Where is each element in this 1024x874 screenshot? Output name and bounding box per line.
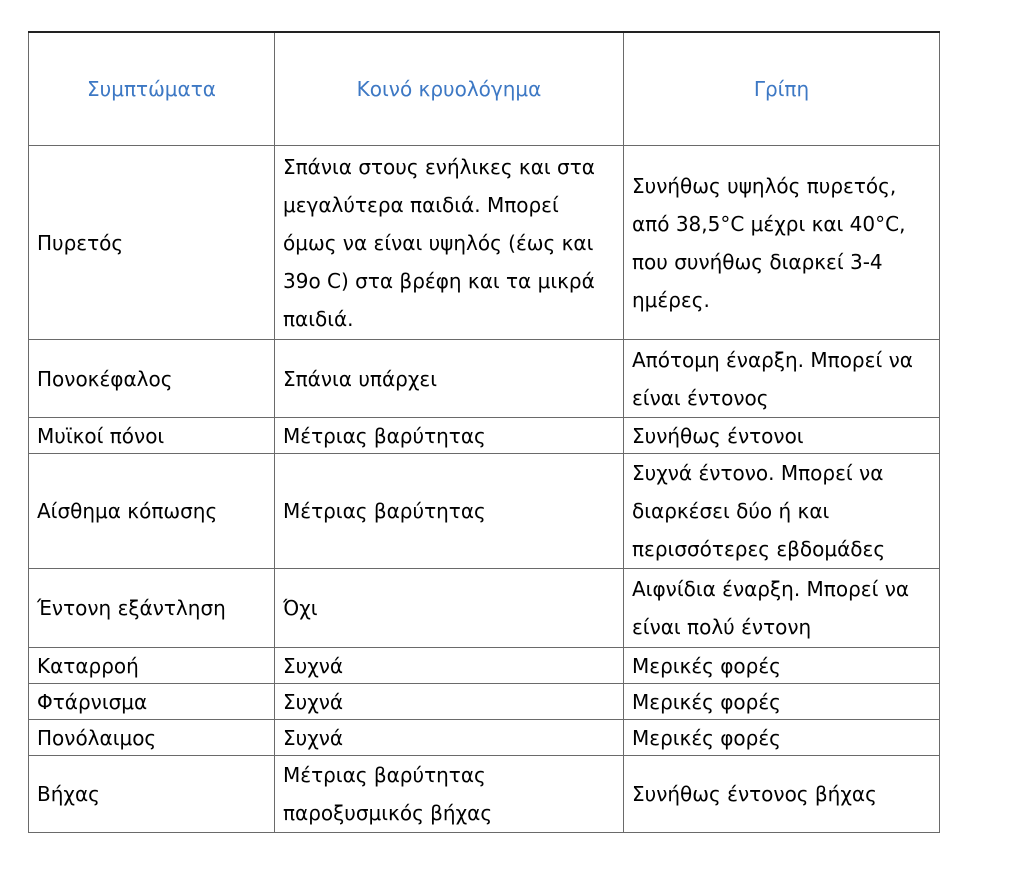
flu-cell: Απότομη έναρξη. Μπορεί να είναι έντονος bbox=[624, 340, 940, 418]
flu-cell: Συνήθως υψηλός πυρετός, από 38,5°C μέχρι και 40°C, που συνήθως διαρκεί 3-4 ημέρες. bbox=[624, 146, 940, 340]
table-row bbox=[29, 146, 940, 340]
cold-cell: Μέτριας βαρύτητας bbox=[275, 418, 624, 454]
header-flu: Γρίπη bbox=[624, 32, 940, 146]
header-symptoms: Συμπτώματα bbox=[29, 32, 275, 146]
symptom-cell: Φτάρνισμα bbox=[29, 684, 275, 720]
table-row bbox=[29, 340, 940, 418]
cold-cell: Συχνά bbox=[275, 648, 624, 684]
table-row bbox=[29, 569, 940, 648]
table-row bbox=[29, 684, 940, 720]
flu-cell: Συνήθως έντονοι bbox=[624, 418, 940, 454]
cold-cell: Σπάνια στους ενήλικες και στα μεγαλύτερα παιδιά. Μπορεί όμως να είναι υψηλός (έως και 39ο C) στα βρέφη και τα μικρά παιδιά. bbox=[275, 146, 624, 340]
symptom-cell: Αίσθημα κόπωσης bbox=[29, 454, 275, 569]
symptom-cell: Καταρροή bbox=[29, 648, 275, 684]
table-header-row bbox=[29, 32, 940, 146]
symptom-cell: Πονόλαιμος bbox=[29, 720, 275, 756]
symptom-cell: Πονοκέφαλος bbox=[29, 340, 275, 418]
table-row bbox=[29, 756, 940, 833]
flu-cell: Συνήθως έντονος βήχας bbox=[624, 756, 940, 833]
table-row bbox=[29, 418, 940, 454]
cold-cell: Μέτριας βαρύτητας παροξυσμικός βήχας bbox=[275, 756, 624, 833]
flu-cell: Αιφνίδια έναρξη. Μπορεί να είναι πολύ έντονη bbox=[624, 569, 940, 648]
cold-cell: Συχνά bbox=[275, 684, 624, 720]
header-common-cold: Κοινό κρυολόγημα bbox=[275, 32, 624, 146]
cold-cell: Όχι bbox=[275, 569, 624, 648]
table-row bbox=[29, 648, 940, 684]
flu-cell: Μερικές φορές bbox=[624, 720, 940, 756]
symptom-cell: Μυϊκοί πόνοι bbox=[29, 418, 275, 454]
table-row bbox=[29, 454, 940, 569]
cold-cell: Σπάνια υπάρχει bbox=[275, 340, 624, 418]
table-row bbox=[29, 720, 940, 756]
cold-cell: Μέτριας βαρύτητας bbox=[275, 454, 624, 569]
flu-cell: Μερικές φορές bbox=[624, 648, 940, 684]
symptom-cell: Πυρετός bbox=[29, 146, 275, 340]
symptom-comparison-table bbox=[28, 31, 940, 833]
symptom-cell: Βήχας bbox=[29, 756, 275, 833]
flu-cell: Μερικές φορές bbox=[624, 684, 940, 720]
symptom-cell: Έντονη εξάντληση bbox=[29, 569, 275, 648]
flu-cell: Συχνά έντονο. Μπορεί να διαρκέσει δύο ή και περισσότερες εβδομάδες bbox=[624, 454, 940, 569]
cold-cell: Συχνά bbox=[275, 720, 624, 756]
